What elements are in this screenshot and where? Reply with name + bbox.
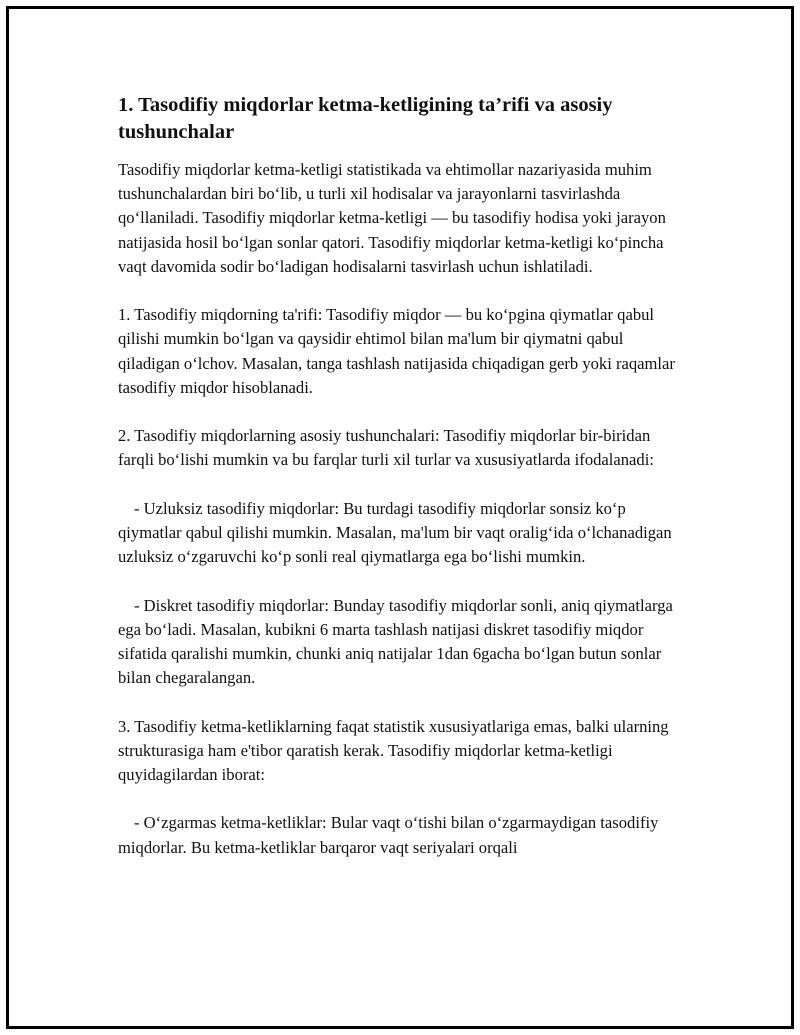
concepts-paragraph: 2. Tasodifiy miqdorlarning asosiy tushunchalari: Tasodifiy miqdorlar bir-biridan farqli bo‘lishi mumkin va bu farqlar turli xil turlar va xususiyatlarda ifodalanadi: — [118, 426, 654, 470]
continuous-item: - Uzluksiz tasodifiy miqdorlar: Bu turdagi tasodifiy miqdorlar sonsiz ko‘p qiymatlar qabul qilishi mumkin. Masalan, ma'lum bir vaqt oralig‘ida o‘lchanadigan uzluksiz o‘zgaruvchi ko‘p sonli real qiymatlarga ega bo‘lishi mumkin. — [118, 498, 672, 567]
section-heading: 1. Tasodifiy miqdorlar ketma-ketligining ta’rifi va asosiy tushunchalar — [118, 94, 613, 143]
document-body — [118, 92, 684, 884]
sequences-paragraph: 3. Tasodifiy ketma-ketliklarning faqat statistik xususiyatlariga emas, balki ularning strukturasiga ham e'tibor qaratish kerak. Tasodifiy miqdorlar ketma-ketligi quyidagilardan iborat: — [118, 716, 669, 784]
intro-paragraph: Tasodifiy miqdorlar ketma-ketligi statistikada va ehtimollar nazariyasida muhim tushunchalardan biri bo‘lib, u turli xil hodisalar va jarayonlarni tasvirlashda qo‘llaniladi. Tasodifiy miqdorlar ketma-ketligi — bu tasodifiy hodisa yoki jarayon natijasida hosil bo‘lgan sonlar qatori. Tasodifiy miqdorlar ketma-ketligi ko‘pincha vaqt davomida sodir bo‘ladigan hodisalarni tasvirlash uchun ishlatiladi. — [118, 160, 666, 276]
constant-sequences-item: - O‘zgarmas ketma-ketliklar: Bular vaqt o‘tishi bilan o‘zgarmaydigan tasodifiy miqdorlar. Bu ketma-ketliklar barqaror vaqt seriyalari orqali — [118, 813, 659, 857]
definition-paragraph: 1. Tasodifiy miqdorning ta'rifi: Tasodifiy miqdor — bu ko‘pgina qiymatlar qabul qilishi mumkin bo‘lgan va qaysidir ehtimol bilan ma'lum bir qiymatni qabul qiladigan o‘lchov. Masalan, tanga tashlash natijasida chiqadigan gerb yoki raqamlar tasodifiy miqdor hisoblanadi. — [118, 305, 675, 397]
discrete-item: - Diskret tasodifiy miqdorlar: Bunday tasodifiy miqdorlar sonli, aniq qiymatlarga ega bo‘ladi. Masalan, kubikni 6 marta tashlash natijasi diskret tasodifiy miqdor sifatida qaralishi mumkin, chunki aniq natijalar 1dan 6gacha bo‘lgan butun sonlar bilan chegaralangan. — [118, 595, 673, 688]
